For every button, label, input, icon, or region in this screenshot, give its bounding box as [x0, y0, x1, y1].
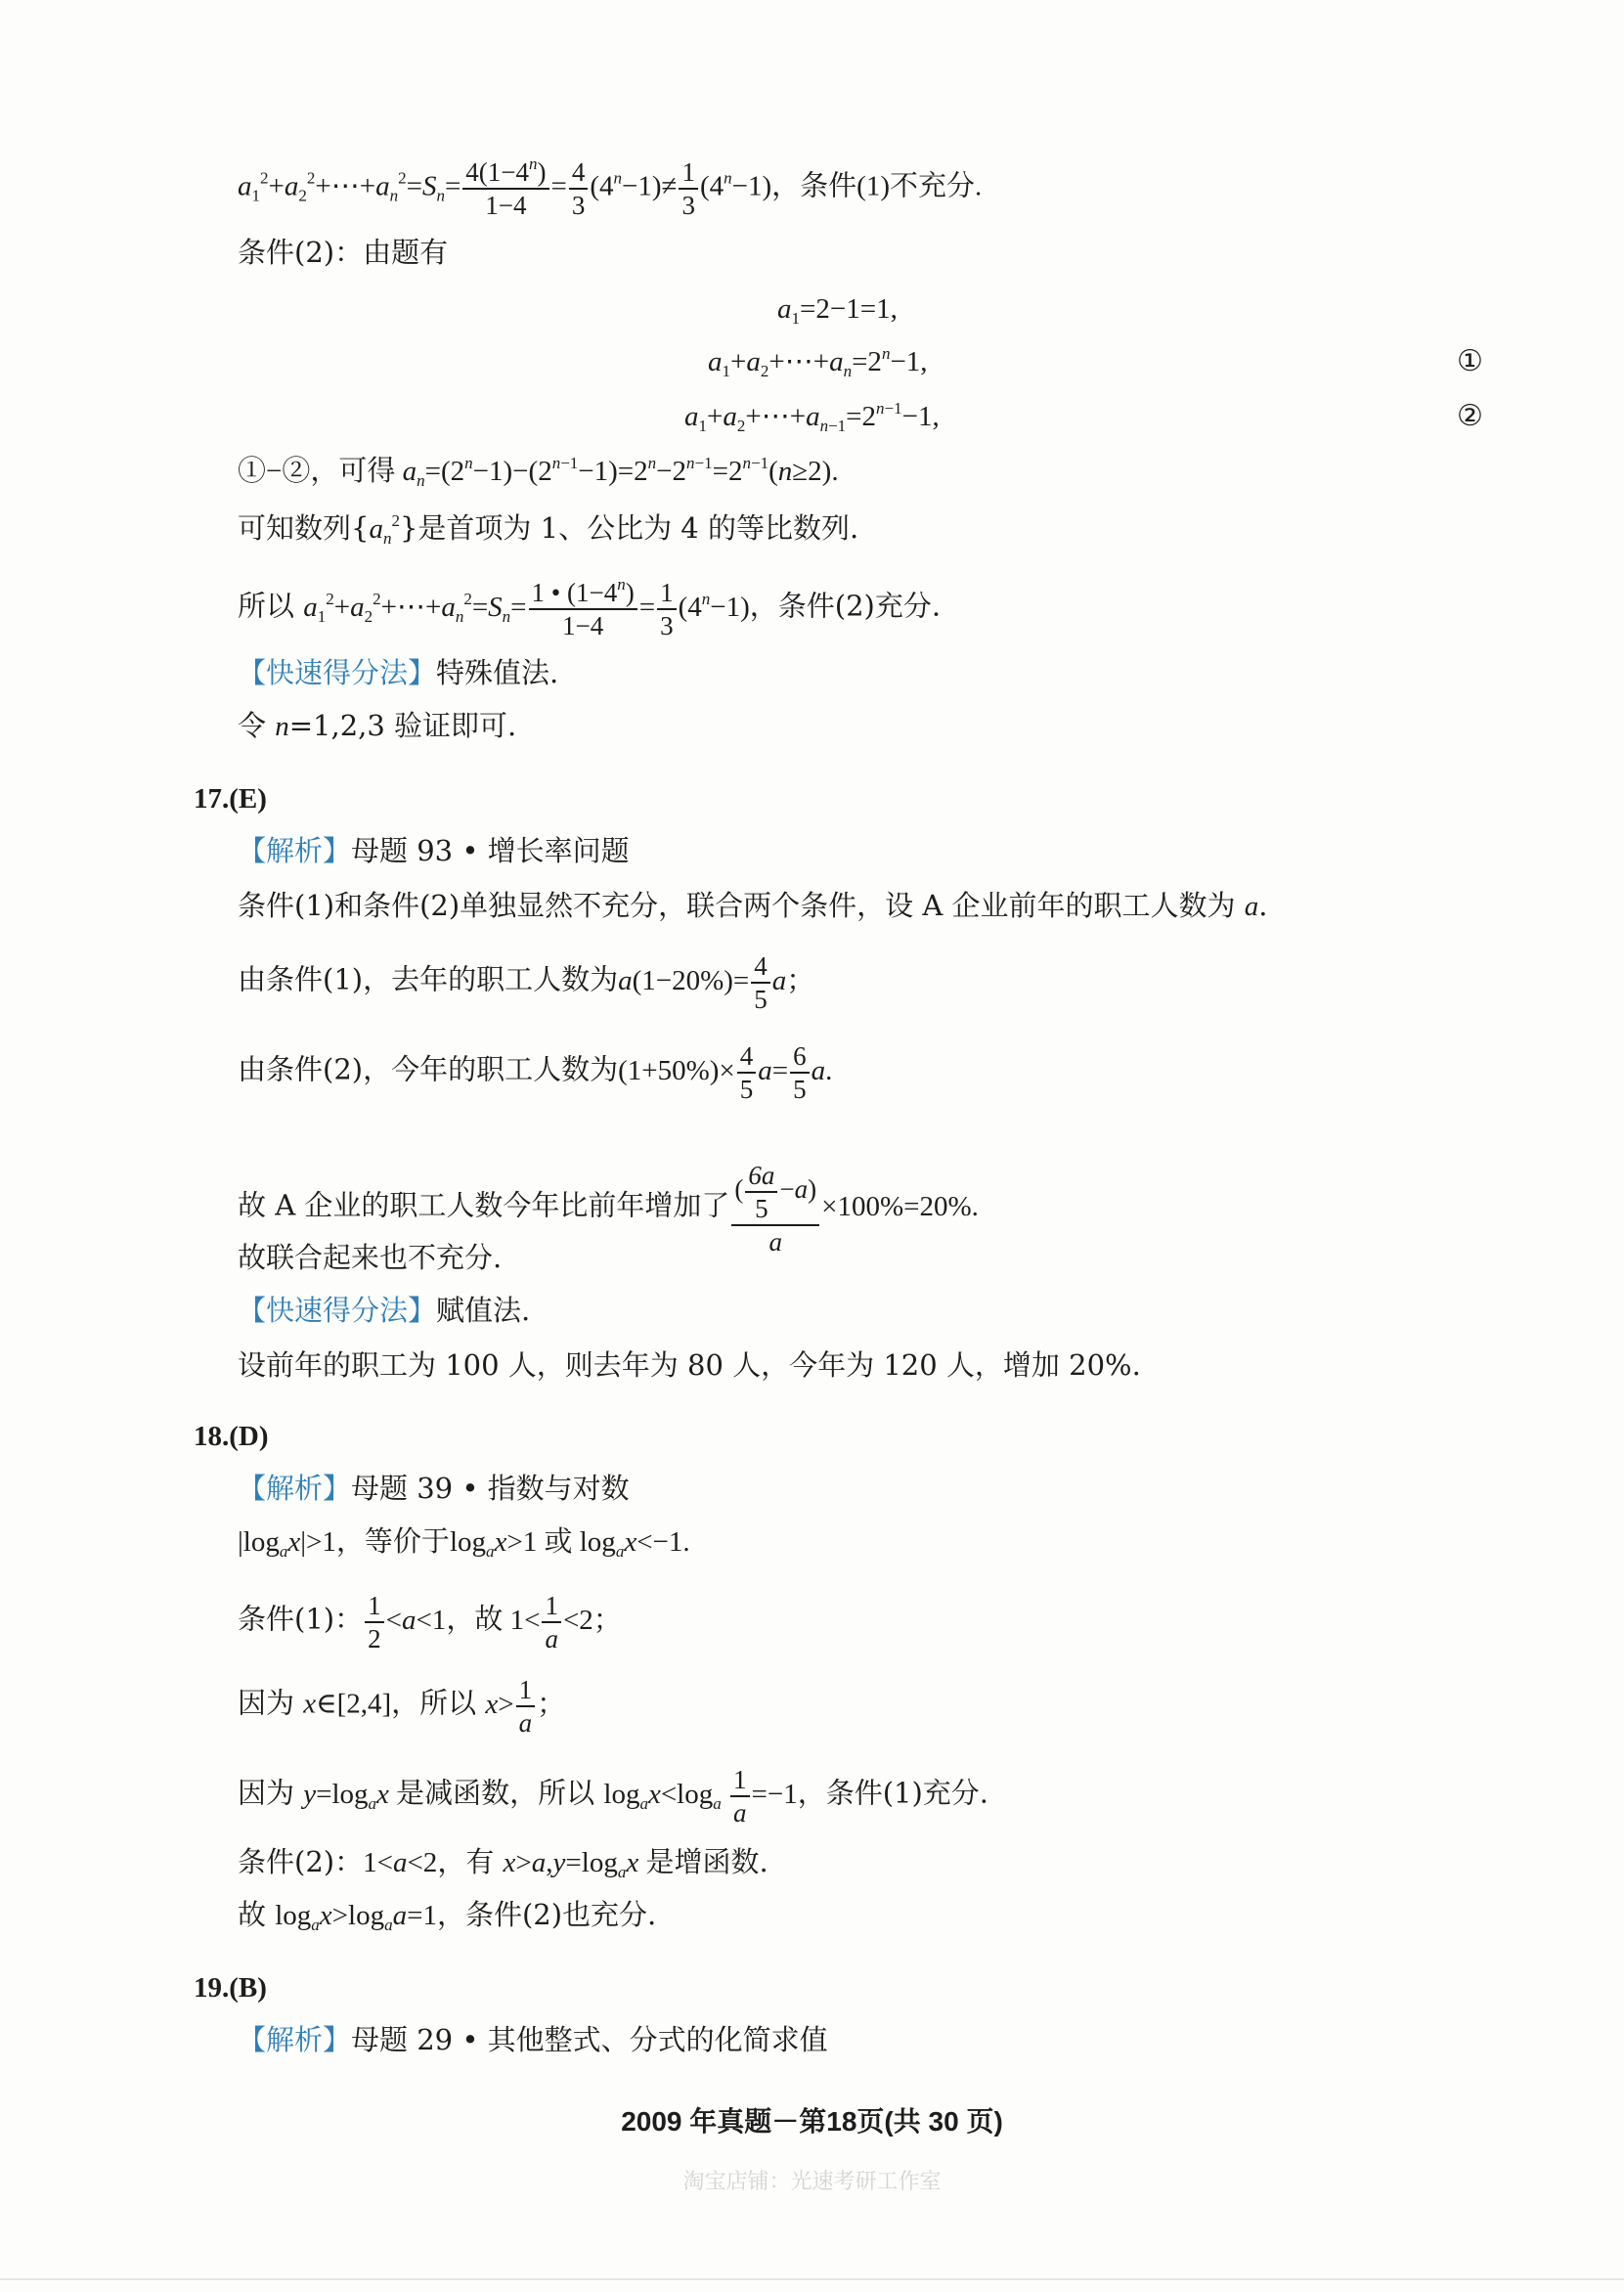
q17-line3: 由条件(2)，今年的职工人数为(1+50%)× $\frac{4}{5}$ a= $\frac{6}{5}$ a.: [238, 1041, 833, 1104]
eq-marker-2: ②: [1457, 399, 1483, 433]
q17-line1: 条件(1)和条件(2)单独显然不充分，联合两个条件，设 A 企业前年的职工人数为 a.: [238, 889, 1268, 922]
q17-analysis: 【解析】母题 93 • 增长率问题: [238, 834, 630, 867]
q19-analysis: 【解析】母题 29 • 其他整式、分式的化简求值: [238, 2023, 828, 2056]
q17-heading: [194, 778, 267, 818]
q17-line5: 故联合起来也不充分.: [238, 1241, 503, 1274]
quick-method-special-values: 【快速得分法】特殊值法.: [238, 656, 559, 689]
eq-sum-n-minus-1: $a_1+a_2+\cdots+a_{n-1}=2^{n-1}-1$,: [684, 399, 940, 435]
q18-line5: 条件(2)：1<a<2，有 $x>a,y=\log_ax$ 是增函数.: [238, 1845, 768, 1881]
cond1-conclusion: ，条件(1)不充分.: [771, 170, 983, 202]
q18-line1: $|\log_ax|>1$，等价于$\log_ax>1$ 或 $\log_ax<-1$.: [238, 1524, 690, 1561]
q19-answer: (B): [229, 1972, 267, 2004]
q17-quick-method: 【快速得分法】赋值法.: [238, 1294, 531, 1327]
watermark: 淘宝店铺：光速考研工作室: [682, 2170, 942, 2194]
cond2-intro: 条件(2)：由题有: [238, 236, 449, 269]
q19-number: 19.: [194, 1972, 230, 2004]
q18-answer: (D): [229, 1421, 269, 1452]
scan-edge: [0, 2278, 1624, 2280]
q18-line2: 条件(1)： $\frac{1}{2}$ <a<1，故 1< $\frac{1}{a}$ <2；: [238, 1591, 622, 1653]
q17-line2: 由条件(1)，去年的职工人数为a(1−20%)= $\frac{4}{5}$ a；: [238, 951, 815, 1014]
q17-line4: 故 A 企业的职工人数今年比前年增加了 ( $\frac{6a}{5}$ −a) a ×100%=20%.: [238, 1161, 979, 1256]
q19-heading: [194, 1967, 267, 2007]
line-subtract: ①−②，可得 $a_n=(2^n-1)-(2^{n-1}-1)=2^n-2^{n-1}=2^{n-1}(n\ge 2)$.: [238, 454, 839, 490]
line-geometric-sequence: 可知数列$\{a_n^2\}$是首项为 1、公比为 4 的等比数列.: [238, 511, 859, 548]
q18-line4: 因为 $y=\log_ax$ 是减函数，所以 $\log_ax<\log_a$ $\frac{1}{a}$ =−1，条件(1)充分.: [238, 1765, 989, 1828]
eq-marker-1: ①: [1457, 344, 1483, 378]
q17-answer: (E): [229, 783, 267, 815]
q18-line3: 因为 x∈[2,4]，所以 x> $\frac{1}{a}$ ；: [238, 1675, 566, 1738]
q18-line6: 故 $\log_ax>\log_aa=1$，条件(2)也充分.: [238, 1898, 657, 1934]
line-sum-squares-cond1: $a_1^2+a_2^2+\cdots+a_n^2=S_n=$ $\frac{4(1-4^n)}{1-4}$ = $\frac{4}{3}$ $(4^n-1)\ne$ $\frac{1}{3}$ $(4^n-1)$，条件(1)不充分.: [238, 154, 983, 220]
q17-number: 17.: [194, 783, 230, 815]
q18-heading: [194, 1416, 269, 1456]
q18-number: 18.: [194, 1421, 230, 1452]
line-verify: 令 n=1,2,3 验证即可.: [238, 709, 517, 742]
eq-a1: $a_1=2-1=1$,: [777, 293, 898, 328]
q17-line6: 设前年的职工为 100 人，则去年为 80 人，今年为 120 人，增加 20%.: [238, 1348, 1141, 1382]
q18-analysis: 【解析】母题 39 • 指数与对数: [238, 1472, 630, 1505]
quick-method-tag: 【快速得分法】: [238, 656, 437, 689]
line-sum-squares-cond2: 所以 $a_1^2+a_2^2+\cdots+a_n^2=S_n=$ $\frac{1 • (1-4^n)}{1-4}$ = $\frac{1}{3}$ $(4^n-1)$，条件(2)充分.: [238, 575, 942, 640]
page-footer: 2009 年真题－第18页(共 30 页): [621, 2106, 1003, 2137]
eq-sum-n: $a_1+a_2+\cdots+a_n=2^n-1$,: [708, 344, 928, 380]
